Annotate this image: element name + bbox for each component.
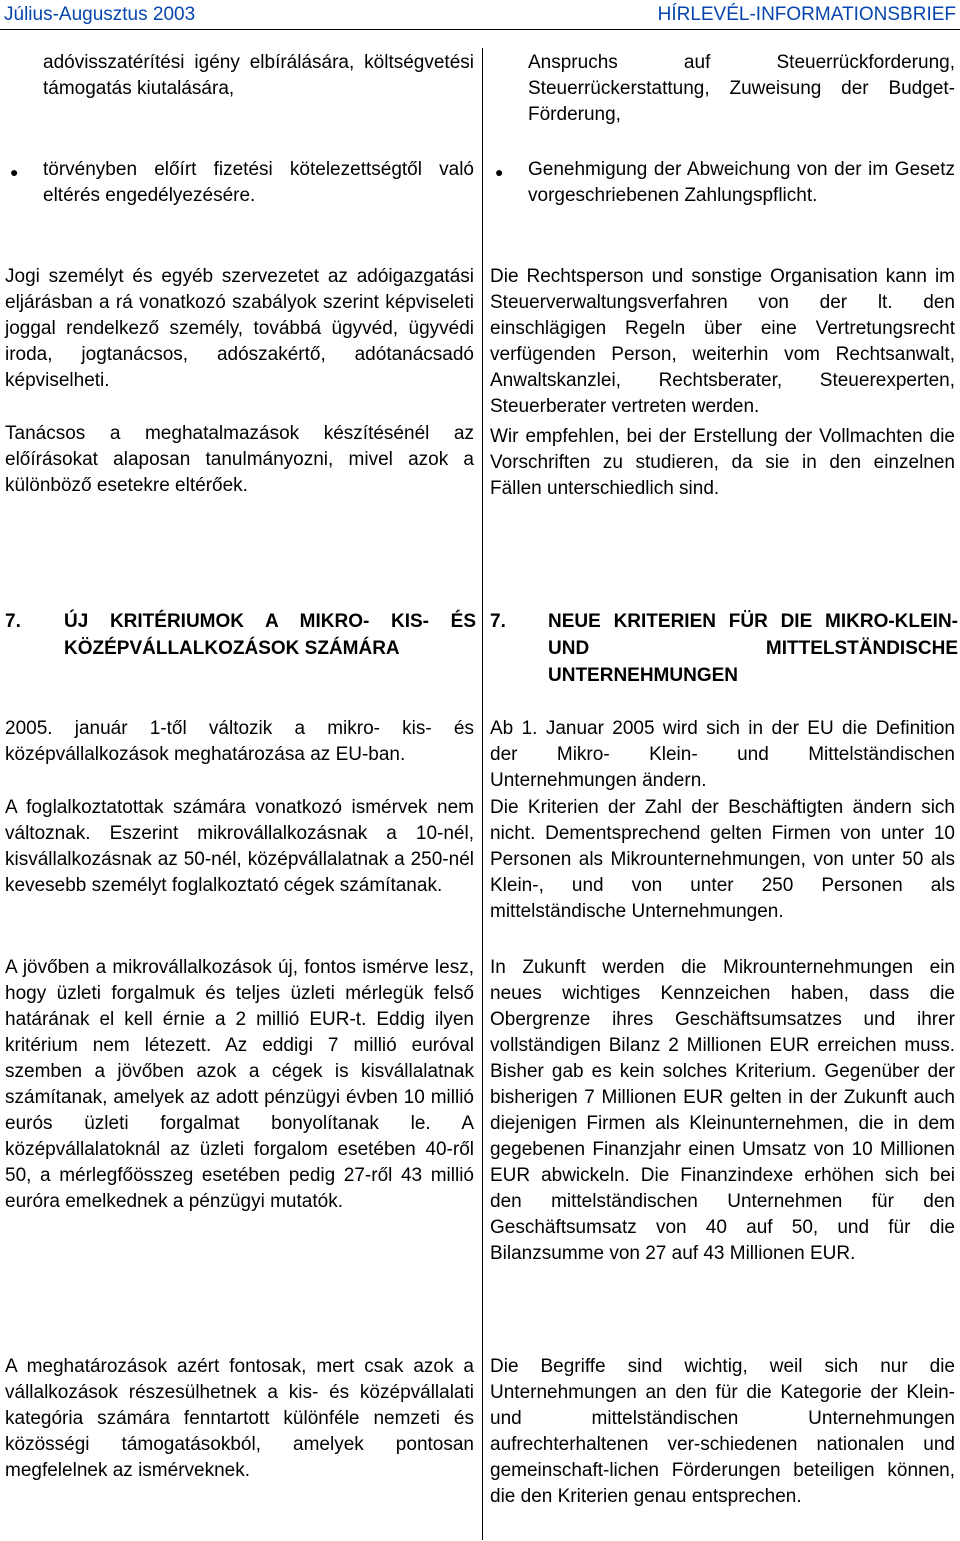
hu-list-item-1: adóvisszatérítési igény elbírálására, költségvetési támogatás kiutalására, <box>43 52 474 99</box>
bullet-icon: ● <box>495 164 504 180</box>
de-list-item-1: Anspruchs auf Steuerrückforderung, Steuerrückerstattung, Zuweisung der Budget-Förderung, <box>528 52 955 125</box>
hu-paragraph-advice: Tanácsos a meghatalmazások készítésénél az előírásokat alaposan tanulmányozni, mivel azok a különböző esetekre eltérőek. <box>5 423 474 496</box>
hu-paragraph-importance: A meghatározások azért fontosak, mert csak azok a vállalkozások részesülhetnek a kis- és középvállalati kategória számára fenntartott különféle nemzeti és közösségi támogatásokból, amelyek pontosan megfelelnek az ismérveknek. <box>5 1356 474 1481</box>
de-paragraph-advice: Wir empfehlen, bei der Erstellung der Vollmachten die Vorschriften zu studieren, da sie in den einzelnen Fällen unterschiedlich sind. <box>490 426 955 499</box>
hu-section-heading: ÚJ KRITÉRIUMOK A MIKRO- KIS- ÉS KÖZÉPVÁLLALKOZÁSOK SZÁMÁRA <box>64 611 476 659</box>
de-paragraph-importance: Die Begriffe sind wichtig, weil sich nur die Unternehmungen an den für die Kategorie der Klein- und mittelständischen Unternehmungen aufrechterhaltenen ver-schiedenen nationalen und gemeinschaft-lichen Förderungen beteiligen können, die den Kriterien genau entsprechen. <box>490 1356 955 1507</box>
hu-paragraph-employees: A foglalkoztatottak számára vonatkozó ismérvek nem változnak. Eszerint mikrovállalkozásnak a 10-nél, kisvállalkozásnak az 50-nél, középvállalatnak a 250-nél kevesebb személyt foglalkoztató cégek számítanak. <box>5 797 474 896</box>
hu-paragraph-intro: 2005. január 1-től változik a mikro- kis- és középvállalkozások meghatározása az EU-ban. <box>5 718 474 765</box>
de-paragraph-turnover: In Zukunft werden die Mikrounternehmungen ein neues wichtiges Kennzeichen haben, dass die Obergrenze ihres Geschäftsumsatzes und ihrer vollständigen Bilanz 2 Millionen EUR erreichen muss. Bisher gab es kein solches Kriterium. Gegenüber der bisherigen 7 Millionen EUR gelten in der Zukunft auch diejenigen Firmen als Kleinunternehmen, die in dem gegebenen Finanzjahr einen Umsatz von 10 Millionen EUR abwickeln. Die Finanzindexe erhöhen sich bei den mittelständischen Unternehmen für den Geschäftsumsatz von 40 auf 50, und für die Bilanzsumme von 27 auf 43 Millionen EUR. <box>490 957 955 1264</box>
de-section-number: 7. <box>490 611 506 632</box>
column-divider <box>482 48 483 1540</box>
header-date: Július-Augusztus 2003 <box>4 4 196 25</box>
bullet-icon: ● <box>10 164 19 180</box>
hu-paragraph-representation: Jogi személyt és egyéb szervezetet az adóigazgatási eljárásban a rá vonatkozó szabályok szerint képviseleti joggal rendelkező személy, továbbá ügyvéd, ügyvédi iroda, jogtanácsos, adószakértő, adótanácsadó képviselheti. <box>5 266 474 391</box>
header-newsletter-title: HÍRLEVÉL-INFORMATIONSBRIEF <box>657 4 956 25</box>
hu-section-number: 7. <box>5 611 21 632</box>
de-section-heading: NEUE KRITERIEN FÜR DIE MIKRO-KLEIN- UND MITTELSTÄNDISCHE UNTERNEHMUNGEN <box>548 611 958 686</box>
hu-paragraph-turnover: A jövőben a mikrovállalkozások új, fontos ismérve lesz, hogy üzleti forgalmuk és teljes üzleti mérlegük felső határának el kell érnie a 2 millió EUR-t. Eddig ilyen kritérium nem létezett. Az eddigi 7 millió euróval szemben a jövőben azok a cégek is kisvállalatnak számítanak, amelyek az adott pénzügyi évben 10 millió eurós üzleti forgalmat bonyolítanak le. A középvállalatoknál az üzleti forgalom esetében 40-ről 50, a mérlegfőösszeg esetében pedig 27-ről 43 millió euróra emelkednek a pénzügyi mutatók. <box>5 957 474 1212</box>
page-header <box>0 0 960 30</box>
header-rule <box>0 29 960 30</box>
hu-list-item-2: törvényben előírt fizetési kötelezettségtől való eltérés engedélyezésére. <box>43 159 474 206</box>
de-paragraph-representation: Die Rechtsperson und sonstige Organisation kann im Steuerverwaltungsverfahren von der lt. den einschlägigen Regeln über eine Vertretungsrecht verfügenden Person, weiterhin vom Rechtsanwalt, Anwaltskanzlei, Rechtsberater, Steuerexperten, Steuerberater vertreten werden. <box>490 266 955 417</box>
de-list-item-2: Genehmigung der Abweichung von der im Gesetz vorgeschriebenen Zahlungspflicht. <box>528 159 955 206</box>
de-paragraph-employees: Die Kriterien der Zahl der Beschäftigten ändern sich nicht. Dementsprechend gelten Firmen von unter 10 Personen als Mikrounternehmungen, von unter 50 als Klein-, und von unter 250 Personen als mittelständische Unternehmungen. <box>490 797 955 922</box>
de-paragraph-intro: Ab 1. Januar 2005 wird sich in der EU die Definition der Mikro- Klein- und Mittelständischen Unternehmungen ändern. <box>490 718 955 791</box>
